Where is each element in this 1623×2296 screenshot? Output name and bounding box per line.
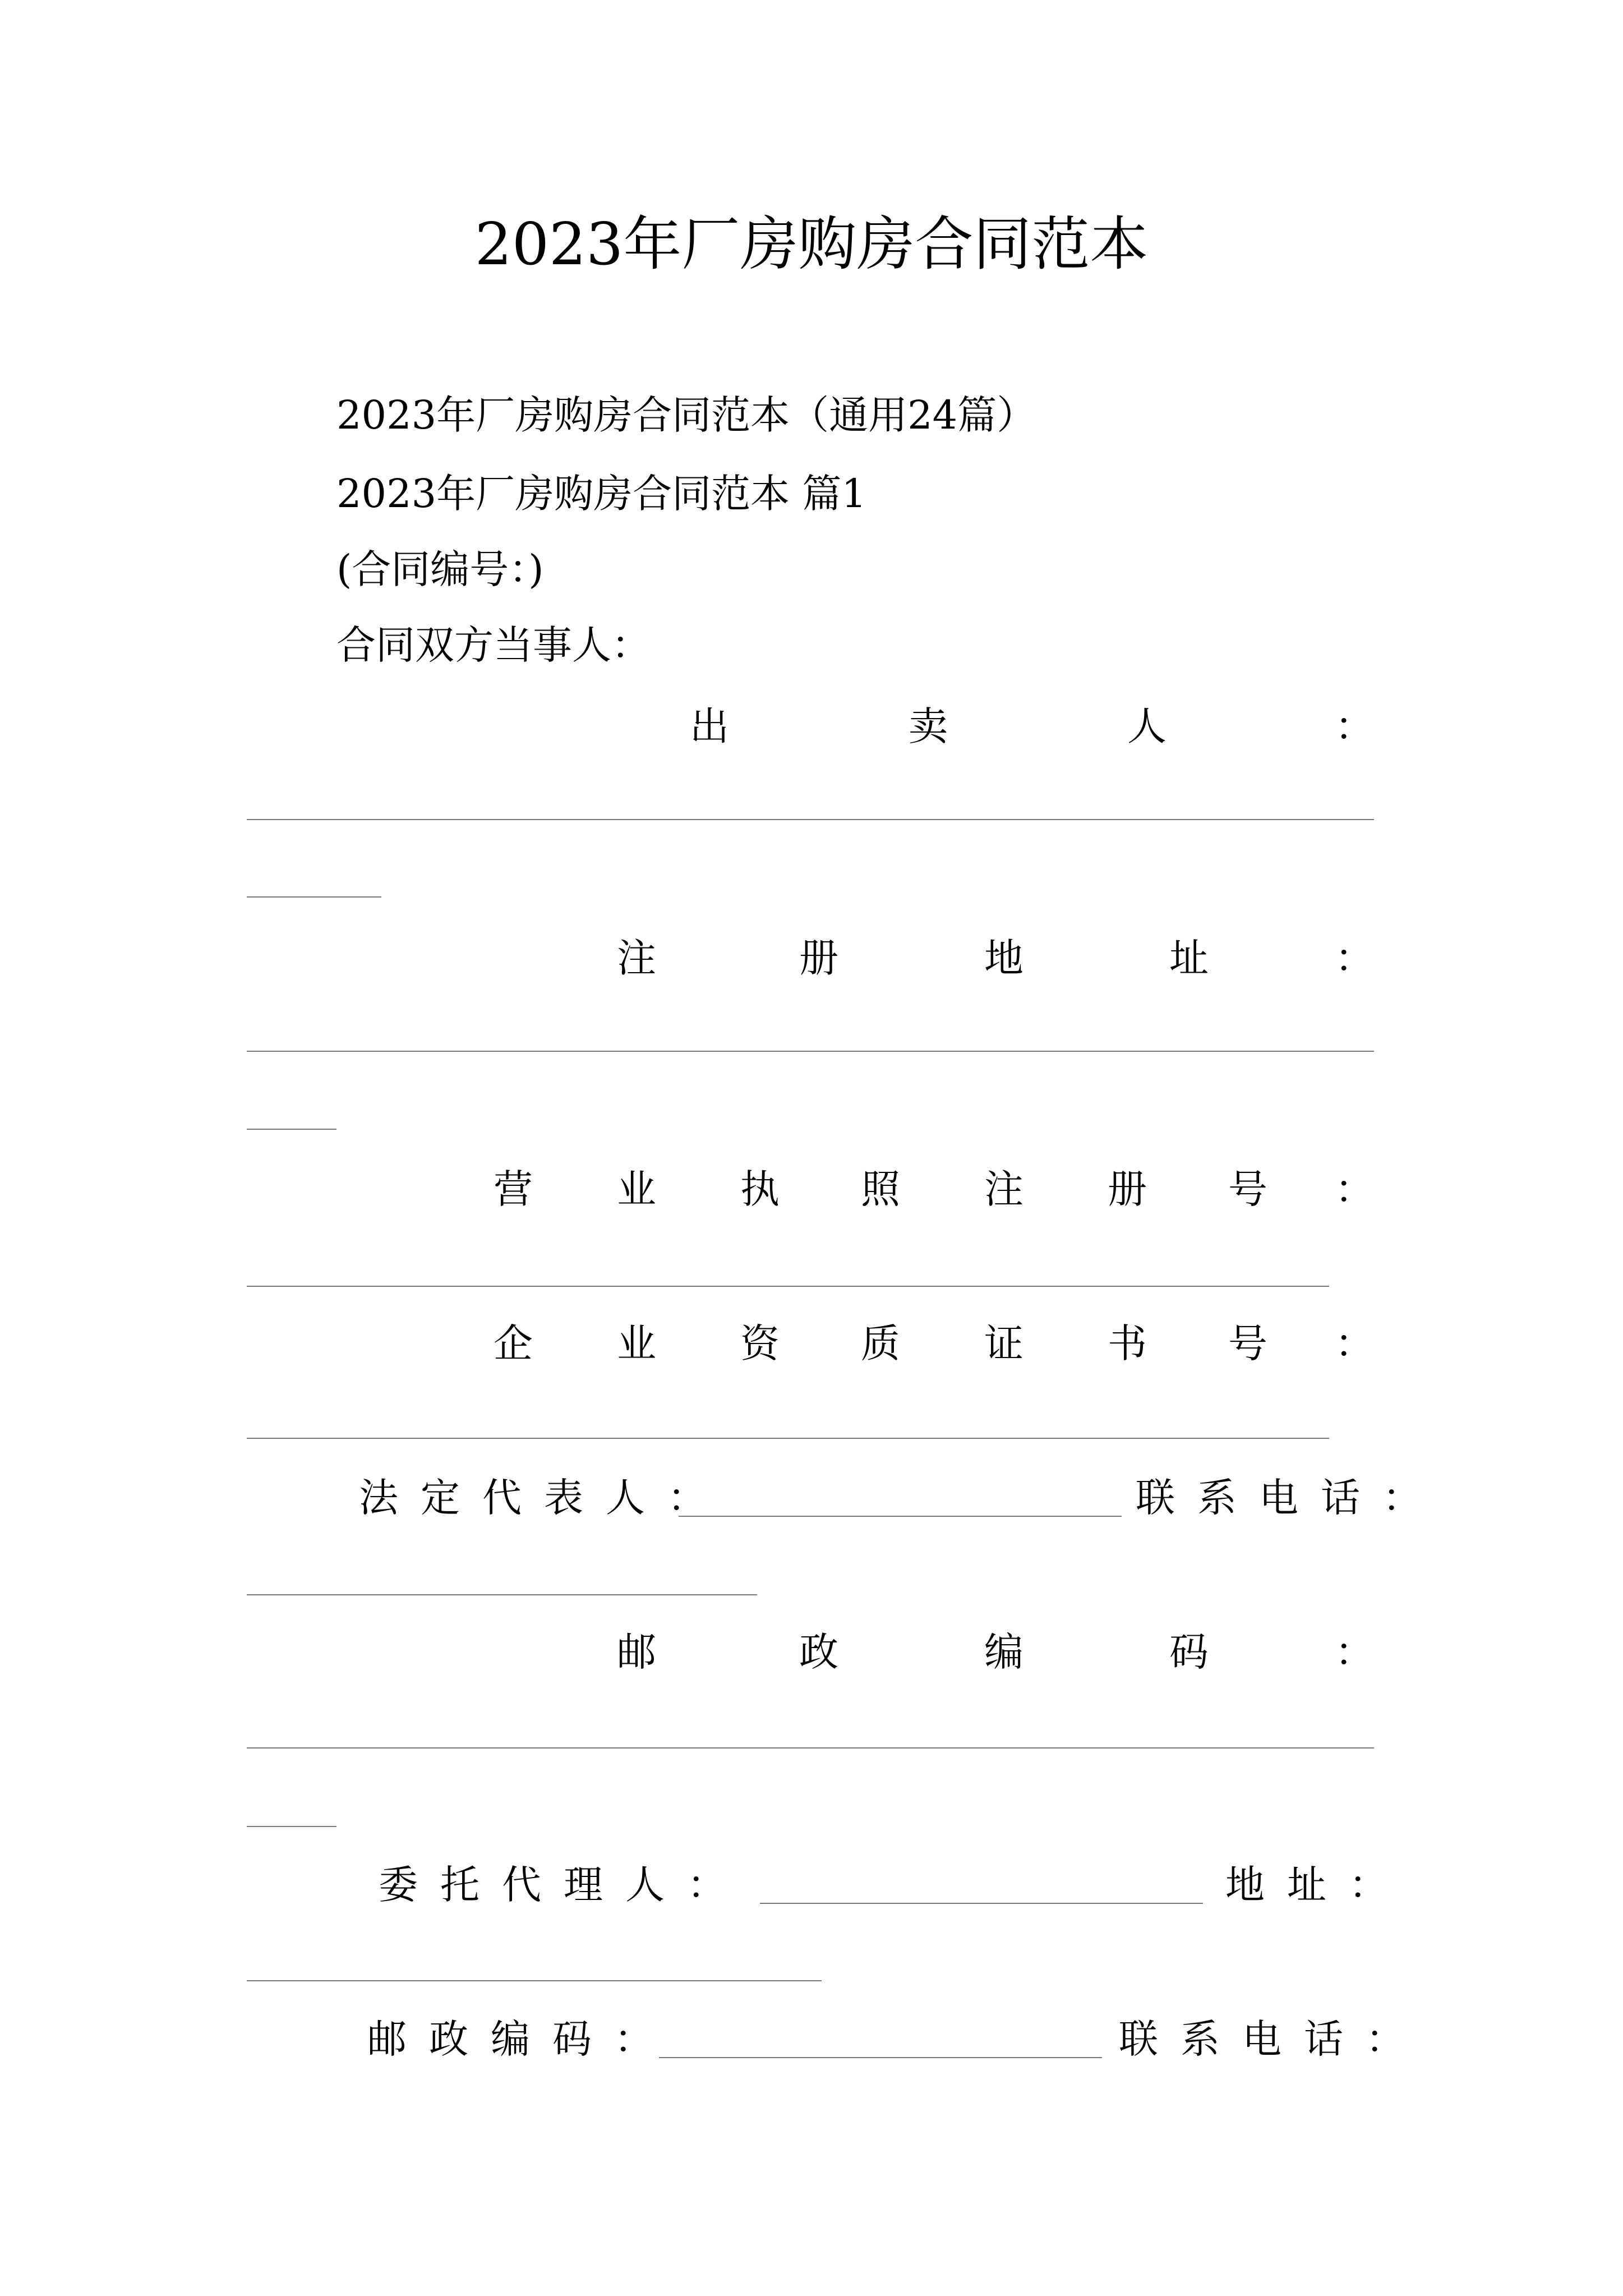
business-license-row [247,1161,1374,1217]
agent-postcode-row [247,2011,1427,2067]
postcode-colon: ： [1335,1629,1374,1675]
legal-rep-blank[interactable] [679,1516,1122,1517]
agent-phone-label: 联系电话： [1119,2016,1427,2062]
phone-fill-line[interactable] [247,1594,757,1595]
parties-heading: 合同双方当事人： [336,622,651,668]
license-char-2: 业 [617,1166,656,1212]
postcode-fill-line-tail [247,1826,336,1827]
license-char-1: 营 [494,1166,533,1212]
qual-char-5: 证 [984,1320,1023,1366]
seller-colon: ： [1335,703,1374,749]
seller-row [247,698,1374,754]
reg-addr-char-3: 地 [984,935,1023,981]
section-heading: 2023年厂房购房合同范本 篇1 [336,471,866,517]
license-char-6: 册 [1108,1166,1147,1212]
postcode-char-1: 邮 [617,1629,656,1675]
reg-addr-char-2: 册 [799,935,838,981]
license-char-7: 号 [1228,1166,1267,1212]
qual-char-2: 业 [617,1320,656,1366]
qualification-fill-line [247,1438,1329,1439]
postcode-char-2: 政 [799,1629,838,1675]
seller-fill-line-tail [247,896,381,898]
qual-char-3: 资 [740,1320,780,1366]
qual-char-4: 质 [861,1320,900,1366]
contract-number: (合同编号：) [336,546,544,592]
phone-label: 联系电话： [1136,1475,1444,1521]
license-char-4: 照 [861,1166,900,1212]
reg-addr-char-4: 址 [1169,935,1209,981]
seller-char-1: 出 [690,703,729,749]
business-license-fill-line [247,1286,1329,1287]
registered-address-fill-line-tail [247,1129,336,1130]
qualification-row [247,1315,1374,1372]
postcode-row [247,1624,1374,1680]
qual-colon: ： [1335,1320,1374,1366]
registered-address-row [247,930,1374,986]
agent-postcode-blank[interactable] [659,2057,1102,2058]
document-title: 2023年厂房购房合同范本 [474,210,1149,278]
reg-addr-char-1: 注 [617,935,656,981]
qual-char-1: 企 [494,1320,533,1366]
legal-rep-row [247,1470,1444,1526]
qual-char-7: 号 [1228,1320,1267,1366]
postcode-fill-line [247,1747,1374,1749]
license-char-5: 注 [984,1166,1023,1212]
agent-row [247,1857,1410,1913]
agent-blank[interactable] [760,1903,1203,1904]
license-colon: ： [1335,1166,1374,1212]
seller-char-2: 卖 [909,703,948,749]
legal-rep-label: 法定代表人： [359,1475,729,1521]
subtitle-line: 2023年厂房购房合同范本（通用24篇） [336,392,1036,438]
address-fill-line[interactable] [247,1980,822,1981]
seller-char-3: 人 [1127,703,1166,749]
postcode-char-4: 码 [1169,1629,1209,1675]
registered-address-fill-line [247,1051,1374,1052]
reg-addr-colon: ： [1335,935,1374,981]
postcode-char-3: 编 [984,1629,1023,1675]
agent-postcode-label: 邮政编码： [367,2016,676,2062]
license-char-3: 执 [740,1166,780,1212]
seller-fill-line [247,819,1374,820]
agent-label: 委托代理人： [379,1862,749,1908]
address-label: 地址： [1225,1862,1410,1908]
qual-char-6: 书 [1108,1320,1147,1366]
